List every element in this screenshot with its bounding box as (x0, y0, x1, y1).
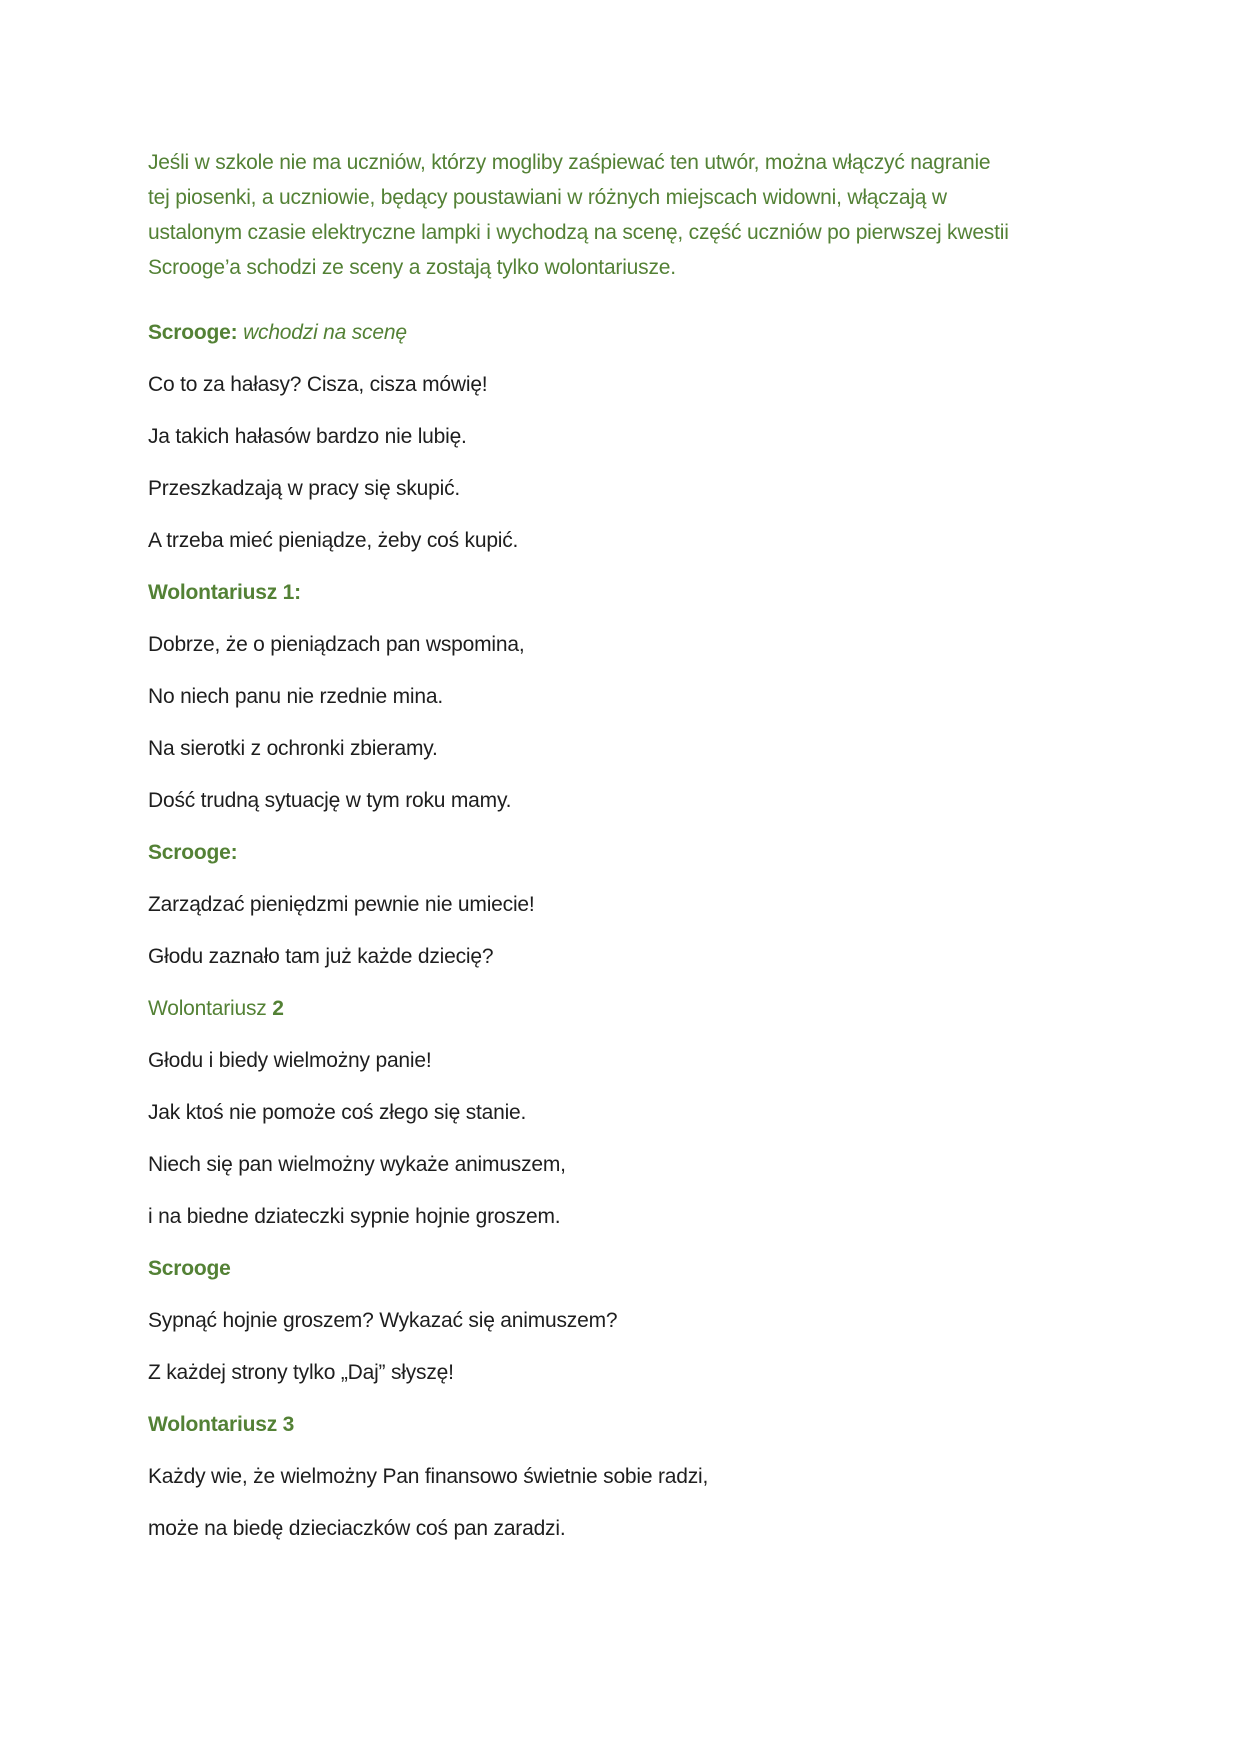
dialogue-line: Sypnąć hojnie groszem? Wykazać się animuszem? (148, 1309, 618, 1332)
intro-line: tej piosenki, a uczniowie, będący poustawiani w różnych miejscach widowni, włączają w (148, 186, 947, 209)
dialogue-line: Ja takich hałasów bardzo nie lubię. (148, 425, 467, 448)
dialogue-line: Niech się pan wielmożny wykaże animuszem, (148, 1153, 566, 1176)
dialogue-line: A trzeba mieć pieniądze, żeby coś kupić. (148, 529, 519, 552)
dialogue-line: No niech panu nie rzednie mina. (148, 685, 443, 708)
intro-line: Scrooge’a schodzi ze sceny a zostają tylko wolontariusze. (148, 256, 676, 279)
speaker-heading: Scrooge (148, 1257, 231, 1280)
speaker-heading: Wolontariusz 3 (148, 1413, 295, 1436)
dialogue-line: może na biedę dzieciaczków coś pan zaradzi. (148, 1517, 566, 1540)
dialogue-line: Zarządzać pieniędzmi pewnie nie umiecie! (148, 893, 535, 916)
dialogue-line: Dość trudną sytuację w tym roku mamy. (148, 789, 512, 812)
dialogue-line: Przeszkadzają w pracy się skupić. (148, 477, 461, 500)
dialogue-line: Głodu zaznało tam już każde dziecię? (148, 945, 494, 968)
dialogue-line: Głodu i biedy wielmożny panie! (148, 1049, 432, 1072)
dialogue-line: i na biedne dziateczki sypnie hojnie groszem. (148, 1205, 561, 1228)
intro-line: Jeśli w szkole nie ma uczniów, którzy mogliby zaśpiewać ten utwór, można włączyć nagranie (148, 151, 991, 174)
dialogue-line: Na sierotki z ochronki zbieramy. (148, 737, 438, 760)
dialogue-line: Jak ktoś nie pomoże coś złego się stanie. (148, 1101, 527, 1124)
dialogue-line: Co to za hałasy? Cisza, cisza mówię! (148, 373, 488, 396)
speaker-heading: Wolontariusz 1: (148, 581, 301, 604)
speaker-name: Wolontariusz (148, 997, 273, 1020)
speaker-heading (148, 315, 1221, 350)
intro-line: ustalonym czasie elektryczne lampki i wychodzą na scenę, część uczniów po pierwszej kwestii (148, 221, 1009, 244)
speaker-name: Scrooge: (148, 321, 238, 344)
dialogue-line: Z każdej strony tylko „Daj” słyszę! (148, 1361, 454, 1384)
speaker-number: 2 (272, 997, 284, 1020)
dialogue-line: Każdy wie, że wielmożny Pan finansowo świetnie sobie radzi, (148, 1465, 709, 1488)
speaker-heading (148, 991, 1221, 1026)
script-body (148, 315, 1221, 1546)
dialogue-line: Dobrze, że o pieniądzach pan wspomina, (148, 633, 525, 656)
intro-note (148, 145, 1221, 285)
speaker-heading: Scrooge: (148, 841, 238, 864)
stage-direction: wchodzi na scenę (243, 321, 407, 344)
